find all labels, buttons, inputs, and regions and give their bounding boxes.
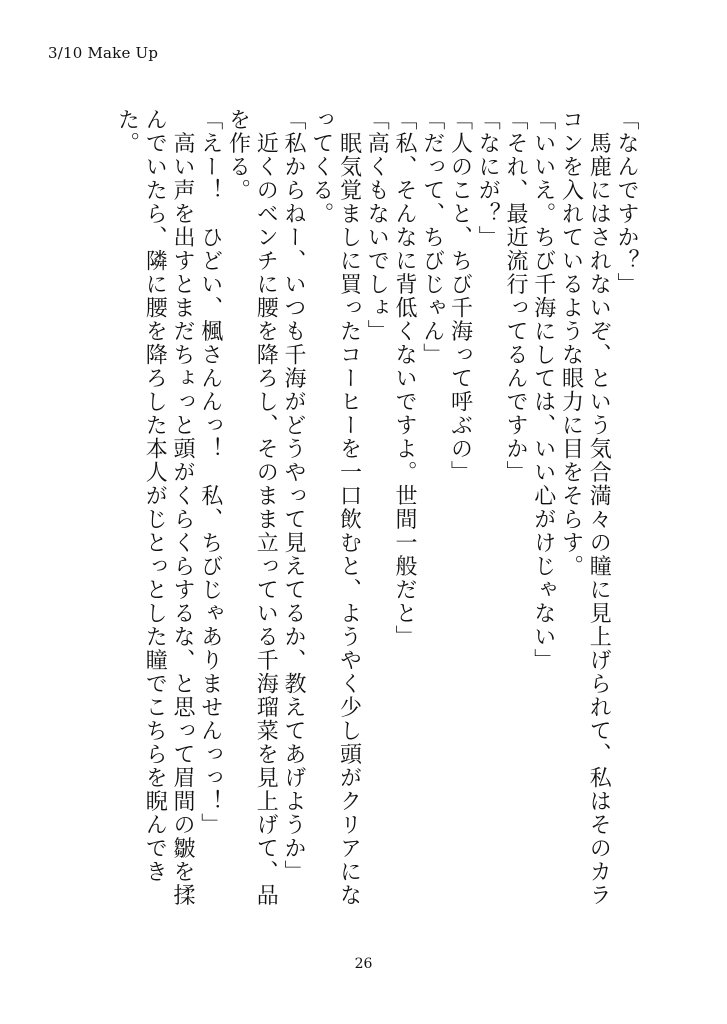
paragraph: 「いいえ。ちび千海にしては、いい心がけじゃない」 (530, 108, 556, 672)
paragraph: 「だって、ちびじゃん」 (419, 108, 445, 367)
paragraph: 「なんですか？」 (614, 108, 639, 296)
page-number: 26 (354, 956, 373, 972)
paragraph: 高い声を出すとまだちょっと頭がくらくらするな、と思って眉間の皺を揉んでいたら、隣に腰を降ろした本人がじとっとした瞳でこちらを睨んできた。 (114, 108, 195, 907)
paragraph: 「高くもないでしょ」 (364, 108, 390, 343)
paragraph: 「人のこと、ちび千海って呼ぶの」 (447, 108, 473, 484)
paragraph: 「私からねー、いつも千海がどうやって見えてるか、教えてあげようか」 (281, 108, 306, 884)
paragraph: 近くのベンチに腰を降ろし、そのまま立っている千海瑠菜を見上げて、品を作る。 (225, 108, 279, 907)
paragraph: 「それ、最近流行ってるんですか」 (503, 108, 528, 484)
paragraph: 「私、そんなに背低くないですよ。世間一般だと」 (392, 108, 417, 649)
paragraph: 「なにが？」 (475, 108, 501, 249)
paragraph: 馬鹿にはされないぞ、という気合満々の瞳に見上げられて、私はそのカラコンを入れているような眼力に目をそらす。 (558, 108, 612, 907)
running-header: 3/10 Make Up (48, 44, 159, 62)
paragraph: 「えー！ ひどい、楓さんんっ！ 私、ちびじゃありませんっっ！」 (197, 108, 223, 837)
paragraph: 眠気覚ましに買ったコーヒーを一口飲むと、ようやく少し頭がクリアになってくる。 (308, 108, 362, 907)
novel-body-text (85, 108, 640, 928)
